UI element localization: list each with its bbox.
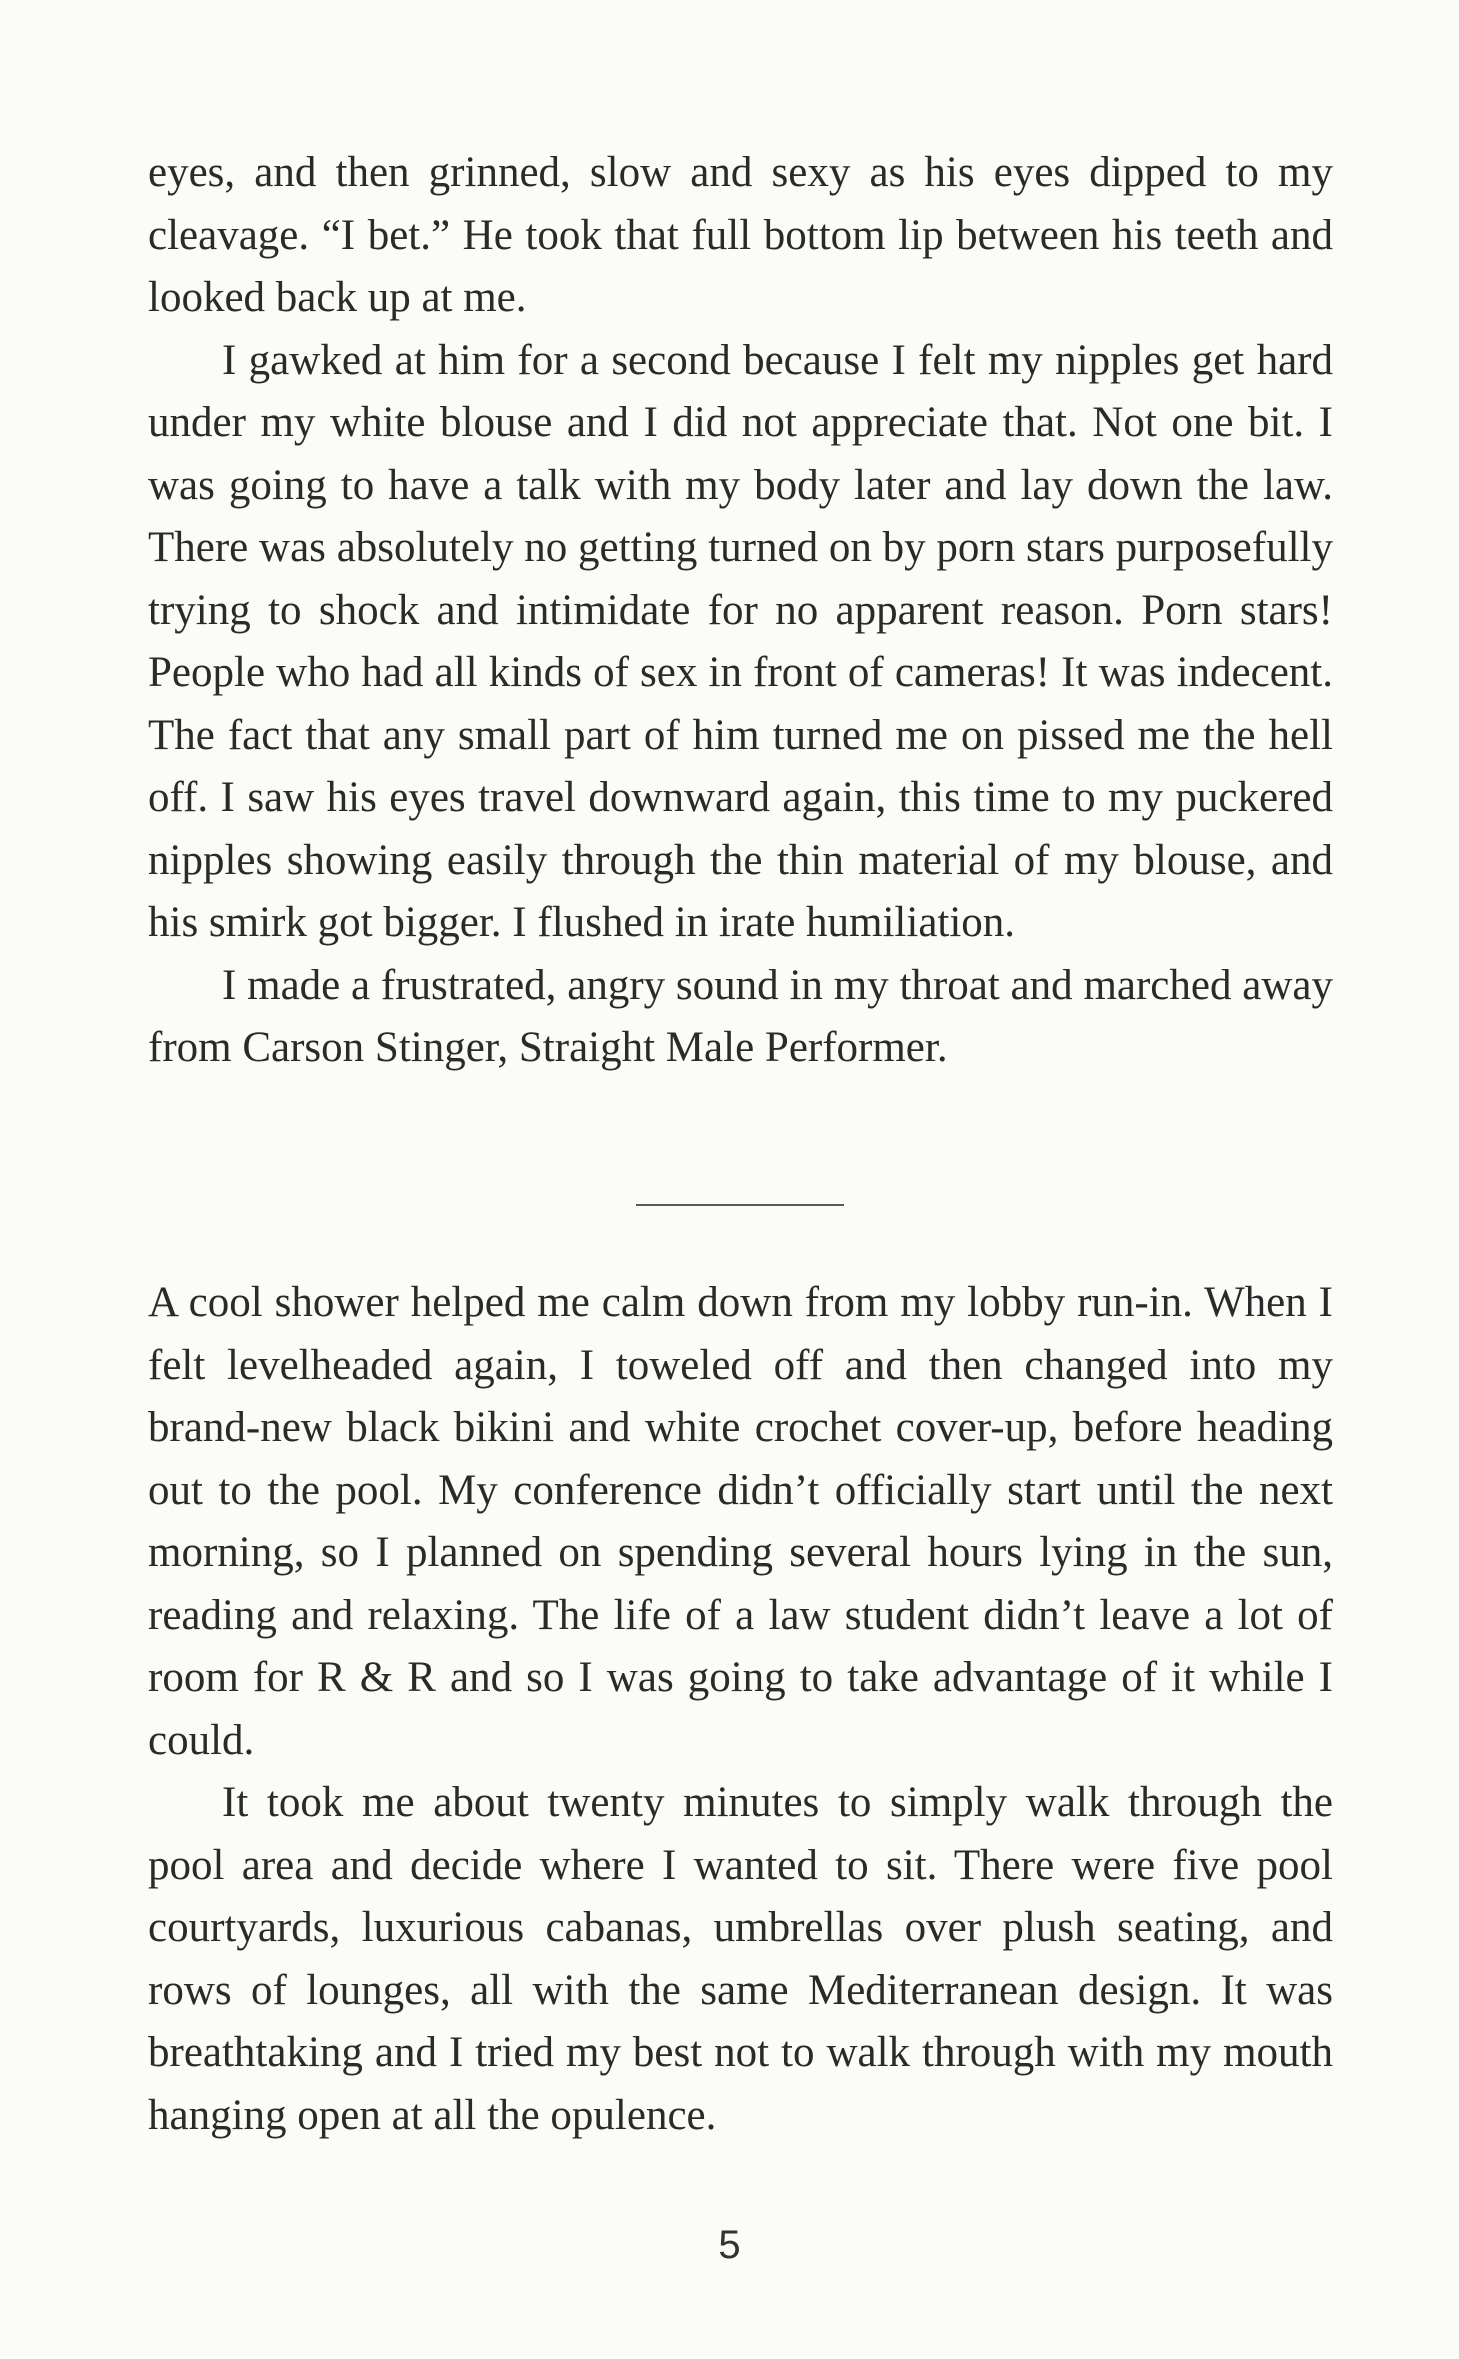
paragraph: I made a frustrated, angry sound in my throat and marched away from Carson Stinger, Straight Male Performer.	[148, 961, 1333, 1071]
scene-break-divider	[636, 1204, 844, 1206]
text-block-top	[148, 142, 1333, 1080]
paragraph: It took me about twenty minutes to simply walk through the pool area and decide where I wanted to sit. There were five pool courtyards, luxurious cabanas, umbrellas over plush seating, and rows of lounges, all with the same Mediterranean design. It was breathtaking and I tried my best not to walk through with my mouth hanging open at all the opulence.	[148, 1779, 1333, 2139]
text-block-bottom	[148, 1272, 1333, 2147]
paragraph-scene-start: A cool shower helped me calm down from my lobby run-in. When I felt levelheaded again, I toweled off and then changed into my brand-new black bikini and white crochet cover-up, before heading out to the pool. My conference didn’t officially start until the next morning, so I planned on spending several hours lying in the sun, reading and relaxing. The life of a law student didn’t leave a lot of room for R & R and so I was going to take advantage of it while I could.	[148, 1279, 1333, 1764]
page-number: 5	[718, 2223, 741, 2267]
paragraph: I gawked at him for a second because I felt my nipples get hard under my white blouse and I did not appreciate that. Not one bit. I was going to have a talk with my body later and lay down the law. There was absolutely no getting turned on by porn stars purposefully trying to shock and intimidate for no apparent reason. Porn stars! People who had all kinds of sex in front of cameras! It was indecent. The fact that any small part of him turned me on pissed me the hell off. I saw his eyes travel downward again, this time to my puckered nipples showing easily through the thin material of my blouse, and his smirk got bigger. I flushed in irate humiliation.	[148, 336, 1333, 946]
paragraph-continued: eyes, and then grinned, slow and sexy as his eyes dipped to my cleavage. “I bet.” He took that full bottom lip between his teeth and looked back up at me.	[148, 149, 1333, 321]
